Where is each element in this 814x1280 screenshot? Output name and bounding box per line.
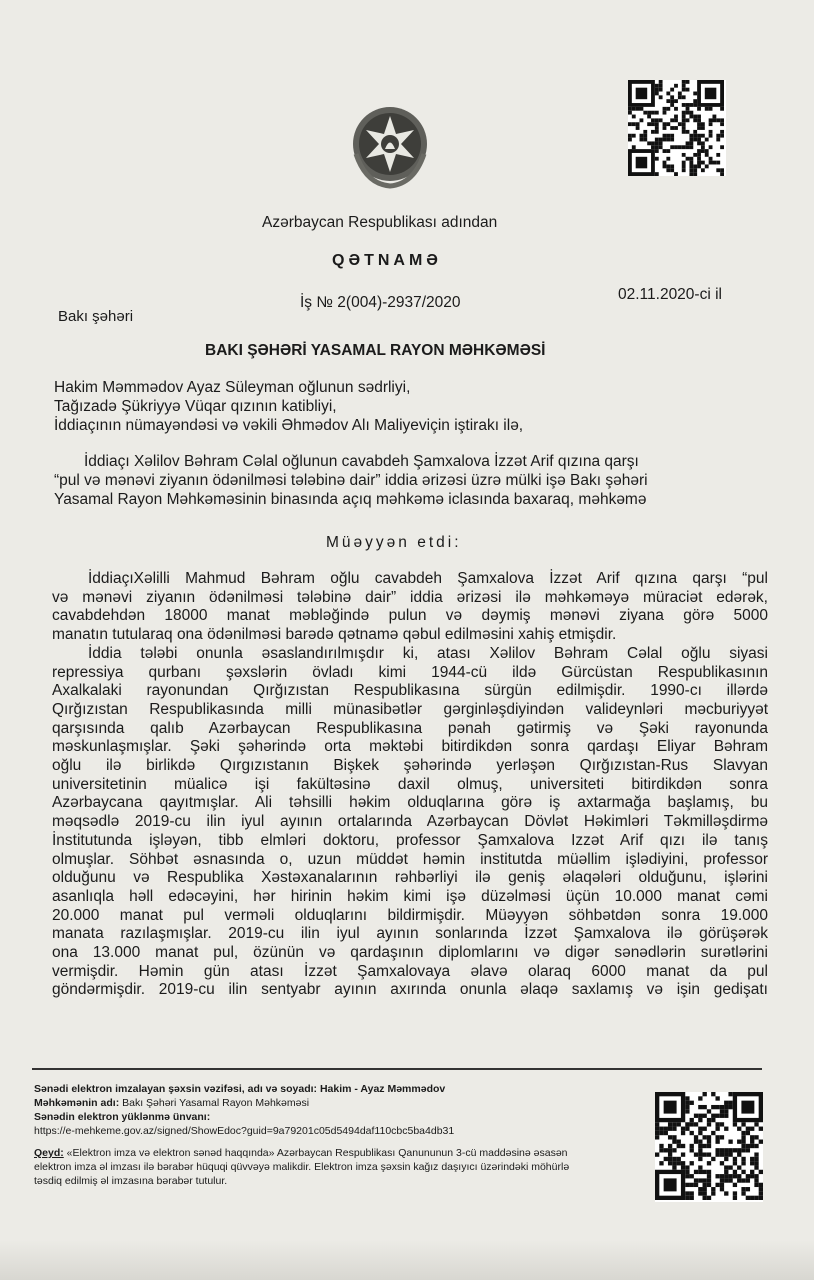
body-line: İddiaçıXəlilli Mahmud Bəhram oğlu cavabdeh Şamxalova İzzət Arif qızına qarşı “pul [88, 570, 768, 587]
footer-divider [32, 1068, 762, 1070]
note-label: Qeyd: [34, 1147, 64, 1159]
body-line: 20.000 manat pul verməli olduqlarını bildirmişdir. Müəyyən söhbətdən sonra 19.000 [52, 906, 768, 924]
body-line: repressiya qurbanı şəxslərin övladı kimi 1944-cü ildə Gürcüstan Respublikasının [52, 663, 768, 681]
signer-label: Sənədi elektron imzalayan şəxsin vəzifəsi, adı və soyadı: [34, 1083, 318, 1095]
body-line: Azərbaycana qayıtmışlar. Ali təhsilli həkim olduqlarına görə iş axtarmağa başlamış, bu [52, 794, 768, 812]
body-line: vermişdir. Həmin gün atası İzzət Şamxalovaya əlavə olaraq 6000 manat da pul [52, 962, 768, 980]
qr-code-icon [655, 1092, 763, 1202]
document-title: QƏTNAMƏ [332, 252, 442, 269]
body-line: məskunlaşmışlar. Şəki şəhərində orta məktəbi bitirdikdən sonra qardaşı Eliyar Bəhram [52, 738, 768, 756]
body-line: olmuşlar. Söhbət əsnasında o, uzun müddət həmin institutda müəllim işlədiyini, professor [52, 850, 768, 868]
state-emblem-icon [346, 102, 434, 190]
body-line: Qırğızıstan Respublikasında milli münasibətlər gərginləşdiyindən valideynləri məcburiyyət [52, 700, 768, 718]
established-heading: Müəyyən etdi: [326, 534, 462, 551]
signer-value: Hakim - Ayaz Məmmədov [319, 1083, 446, 1095]
court-value: Bakı Şəhəri Yasamal Rayon Məhkəməsi [122, 1097, 310, 1109]
body-line: məqsədlə 2019-cu ilin iyul ayının ortalarında Azərbaycan Dövlət Həkimləri Təkmilləşdirmə [52, 813, 768, 831]
note-line: «Elektron imza və elektron sənəd haqqında» Azərbaycan Respublikası Qanununun 3-cü maddəsinə əsasən [63, 1147, 568, 1159]
document-link[interactable]: https://e-mehkeme.gov.az/signed/ShowEdoc?guid=9a79201c05d5494daf110cbc5ba4db31 [34, 1125, 455, 1137]
note-line: təsdiq edilmiş əl imzasına bərabər tutulur. [34, 1175, 228, 1187]
court-composition [54, 378, 754, 435]
body-line: göndərmişdir. 2019-cu ilin sentyabr ayının axırında onunla əlaqə saxlamış və işin gedişatı [52, 981, 768, 999]
claim-line: “pul və mənəvi ziyanın ödənilməsi tələbinə dair” iddia ərizəsi üzrə mülki işə Bakı şəhəri [54, 472, 648, 489]
court-label: Məhkəmənin adı: [34, 1097, 120, 1109]
qr-code-icon [628, 80, 726, 176]
address-label: Sənədin elektron yüklənmə ünvanı: [34, 1111, 211, 1123]
claim-paragraph [54, 452, 770, 509]
document-date: 02.11.2020-ci il [618, 286, 722, 303]
intro-line: Hakim Məmmədov Ayaz Süleyman oğlunun sədrliyi, [54, 379, 411, 396]
city: Bakı şəhəri [58, 308, 134, 325]
body-line: manatın tutularaq ona ödənilməsi barədə qətnamə qəbul edilməsini xahiş etmişdir. [52, 626, 617, 644]
body-line: ona 13.000 manat pul, özünün və qardaşının diplomlarını və digər sənədlərin surətlərini [52, 944, 768, 962]
republic-line: Azərbaycan Respublikası adından [262, 214, 498, 231]
claim-line: Yasamal Rayon Məhkəməsinin binasında açıq məhkəmə iclasında baxaraq, məhkəmə [54, 491, 647, 508]
intro-line: Tağızadə Şükriyyə Vüqar qızının katibliyi, [54, 398, 337, 415]
body-line: Axalkalaki rayonundan Qırğızıstan Respublikasına sürgün edilmişdir. 1990-cı illərdə [52, 682, 768, 700]
body-line: universitetinin müalicə işi fakültəsinə daxil olmuş, universiteti bitirdikdən sonra [52, 775, 768, 793]
body-line: asanlıqla həll edəcəyini, hər hirinin həkim kimi işə düzəlməsi üçün 10.000 manat cəmi [52, 887, 768, 905]
claim-line: İddiaçı Xəlilov Bəhram Cəlal oğlunun cavabdeh Şamxalova İzzət Arif qızına qarşı [84, 453, 639, 470]
e-signature-footer [34, 1082, 654, 1188]
body-text [52, 570, 768, 1000]
intro-line: İddiaçının nümayəndəsi və vəkili Əhmədov Alı Maliyeviçin iştirakı ilə, [54, 417, 524, 434]
body-line: olduğunu və Respublika Xəstəxanalarının rəhbərliyi ilə geniş əlaqələri olduğunu, işlərini [52, 869, 768, 887]
body-line: qarşısında qalıb Azərbaycan Respublikasına pənah gətirmiş və Şəki rayonunda [52, 719, 768, 737]
body-line: cavabdehdən 18000 manat məbləğində pulun və dəymiş mənəvi ziyana görə 5000 [52, 607, 768, 625]
note-line: elektron imza əl imzası ilə bərabər hüquqi qüvvəyə malikdir. Elektron imza şəxsin kağız daşıyıcı üzərindəki möhürlə [34, 1161, 570, 1173]
court-name: BAKI ŞƏHƏRİ YASAMAL RAYON MƏHKƏMƏSİ [205, 342, 546, 359]
body-line: İddia tələbi onunla əsaslandırılmışdır ki, atası Xəlilov Bəhram Cəlal oğlu siyasi [88, 644, 768, 662]
body-line: və mənəvi ziyanın ödənilməsi tələbinə dair” iddia ərizəsi ilə məhkəməyə müraciət edərək, [52, 588, 768, 606]
body-line: İnstitutunda işləyən, tibb elmləri doktoru, professor Şamxalova Izzət Arif qızı ilə tanış [52, 831, 768, 849]
case-number: İş № 2(004)-2937/2020 [300, 294, 461, 311]
body-line: oğlu ilə birlikdə Qırgızıstanın Bişkek şəhərində yerləşən Qırğızıstan-Rus Slavyan [52, 757, 768, 775]
body-line: manata razılaşmışlar. 2019-cu ilin iyul ayının sonlarında İzzət Şamxalova ilə görüşərək [52, 925, 768, 943]
